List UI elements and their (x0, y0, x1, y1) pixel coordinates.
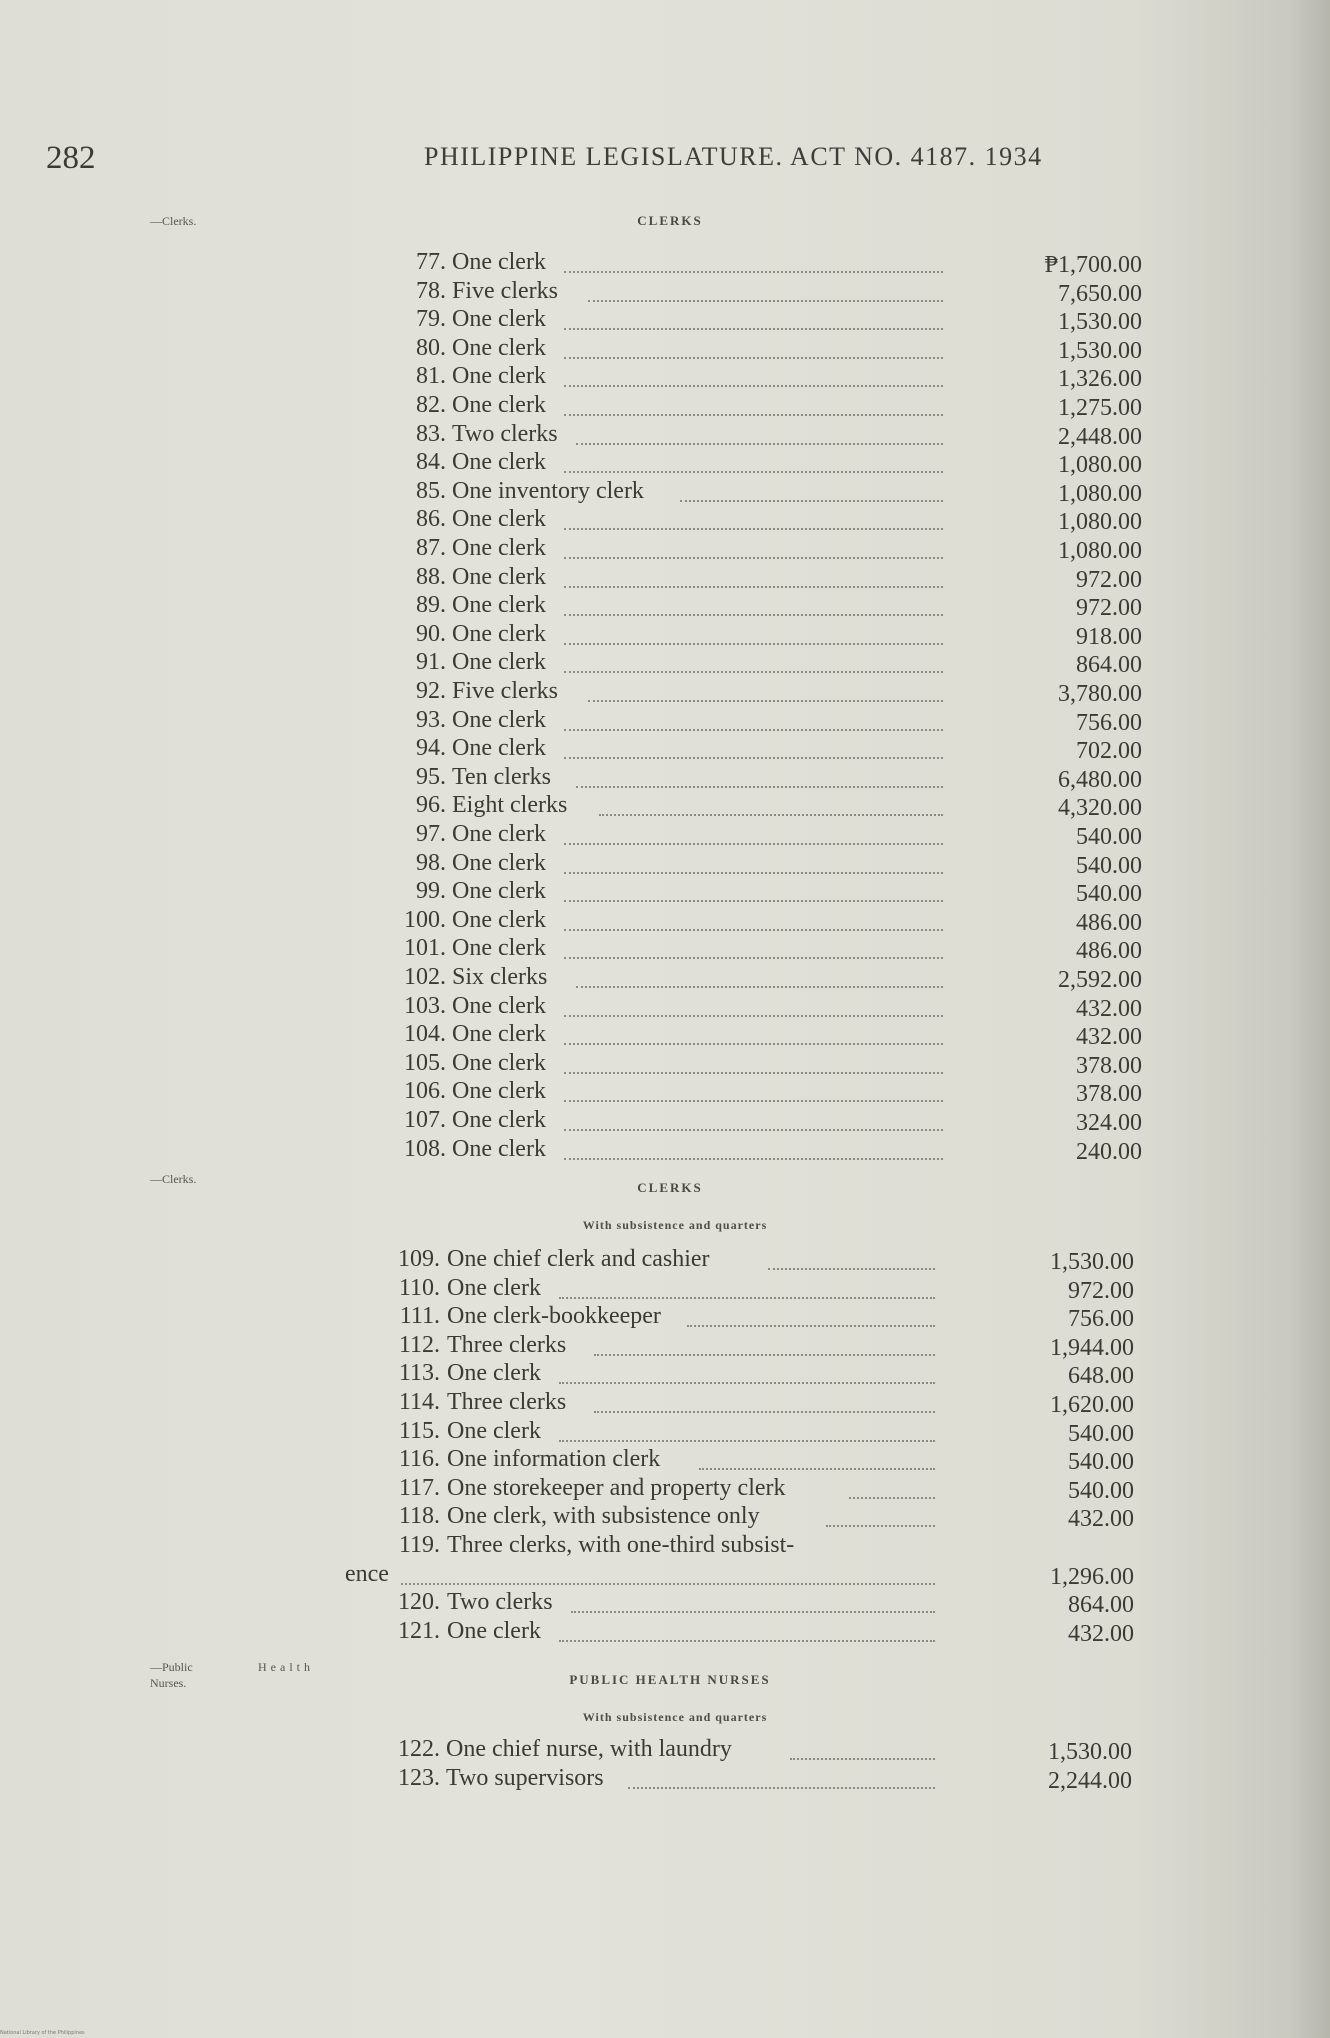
item-description: One clerk (452, 1107, 546, 1133)
item-number: 116. (398, 1446, 440, 1473)
item-description: Three clerks (447, 1331, 567, 1358)
item-number: 106. (404, 1078, 446, 1105)
item-amount: 540.00 (1076, 881, 1142, 908)
item-description: One clerk (452, 878, 546, 905)
item-description: One clerk (452, 506, 546, 533)
item-amount: 1,530.00 (1050, 1249, 1134, 1275)
dot-leader (564, 897, 943, 902)
item-description: One inventory clerk (452, 477, 644, 504)
item-description: One clerk (447, 1274, 541, 1301)
dot-leader (576, 440, 943, 445)
dot-leader (564, 754, 943, 759)
item-amount: 1,530.00 (1048, 1739, 1132, 1765)
item-amount: 432.00 (1068, 1506, 1134, 1533)
item-description: One clerk (452, 363, 546, 390)
item-description: Two clerks (452, 420, 558, 447)
item-number: 114. (398, 1389, 440, 1415)
item-amount: 1,080.00 (1058, 538, 1142, 564)
section-heading-clerks: CLERKS (637, 213, 703, 228)
item-number: 108. (404, 1135, 446, 1162)
item-description: Five clerks (452, 678, 558, 704)
dot-leader (564, 1155, 943, 1160)
item-amount: 2,244.00 (1048, 1767, 1132, 1794)
dot-leader (559, 1379, 935, 1384)
item-amount: 432.00 (1068, 1620, 1134, 1647)
item-description: One clerk (452, 1021, 546, 1048)
item-description: One clerk (452, 334, 546, 361)
dot-leader (564, 1069, 943, 1074)
dot-leader (564, 840, 943, 845)
item-amount: 6,480.00 (1058, 766, 1142, 793)
item-amount: 648.00 (1068, 1363, 1134, 1390)
item-description: Two supervisors (446, 1764, 604, 1791)
item-number: 118. (398, 1503, 440, 1530)
item-number: 92. (416, 678, 446, 704)
item-description: One clerk (452, 449, 546, 476)
dot-leader (564, 268, 943, 273)
item-number: 90. (416, 620, 446, 647)
dot-leader (564, 1012, 943, 1017)
item-description: One clerk (452, 735, 546, 762)
item-description: One clerk (452, 1078, 546, 1105)
item-amount: 1,296.00 (1050, 1563, 1134, 1590)
item-number: 89. (416, 592, 446, 619)
item-amount: 864.00 (1068, 1592, 1134, 1619)
item-description: One clerk (452, 649, 546, 676)
item-description: One clerk-bookkeeper (447, 1303, 661, 1330)
item-description: One clerk (447, 1360, 541, 1387)
item-amount: 972.00 (1076, 595, 1142, 622)
item-description: One clerk (447, 1417, 541, 1444)
item-number: 98. (416, 849, 446, 876)
dot-leader (564, 869, 943, 874)
item-amount: 486.00 (1076, 909, 1142, 936)
item-number: 86. (416, 506, 446, 533)
item-amount: 1,080.00 (1058, 480, 1142, 507)
side-note-nurses-line1: —Public (150, 1660, 193, 1674)
item-description: Two clerks (447, 1589, 553, 1616)
item-number: 84. (416, 449, 446, 476)
item-amount: 7,650.00 (1058, 280, 1142, 307)
item-amount: ₱1,700.00 (1044, 252, 1142, 278)
item-number: 80. (416, 334, 446, 361)
dot-leader (594, 1408, 935, 1413)
item-number: 115. (398, 1417, 440, 1444)
item-description: One clerk (452, 1049, 546, 1076)
item-amount: 918.00 (1076, 623, 1142, 650)
dot-leader (790, 1755, 935, 1760)
item-amount: 1,080.00 (1058, 452, 1142, 479)
dot-leader (564, 554, 943, 559)
item-description: One clerk (452, 706, 546, 733)
dot-leader (564, 726, 943, 731)
item-amount: 756.00 (1076, 709, 1142, 736)
dot-leader (588, 697, 943, 702)
item-amount: 486.00 (1076, 938, 1142, 965)
item-description: One clerk (452, 620, 546, 647)
item-number: 120. (398, 1589, 440, 1616)
dot-leader (599, 811, 943, 816)
item-description: Five clerks (452, 277, 558, 304)
item-description-continued: ence (345, 1560, 389, 1587)
item-description: One clerk (452, 592, 546, 619)
dot-leader (699, 1465, 935, 1470)
item-amount: 432.00 (1076, 1024, 1142, 1051)
item-amount: 972.00 (1076, 566, 1142, 593)
item-amount: 1,275.00 (1058, 395, 1142, 421)
item-amount: 324.00 (1076, 1110, 1142, 1136)
item-number: 94. (416, 735, 446, 762)
item-description: One clerk (452, 906, 546, 933)
section-heading-nurses: PUBLIC HEALTH NURSES (569, 1672, 771, 1687)
item-amount: 1,326.00 (1058, 366, 1142, 393)
item-amount: 972.00 (1068, 1277, 1134, 1304)
item-description: One clerk (447, 1617, 541, 1644)
item-number: 78. (416, 277, 446, 304)
item-amount: 1,620.00 (1050, 1392, 1134, 1418)
item-number: 91. (416, 649, 446, 676)
item-description: One information clerk (447, 1446, 661, 1473)
dot-leader (564, 468, 943, 473)
item-description: One clerk (452, 992, 546, 1019)
item-number: 109. (398, 1246, 440, 1272)
dot-leader (564, 954, 943, 959)
item-amount: 540.00 (1076, 824, 1142, 850)
item-amount: 432.00 (1076, 995, 1142, 1022)
item-number: 123. (398, 1764, 440, 1791)
item-number: 100. (404, 906, 446, 933)
item-amount: 378.00 (1076, 1081, 1142, 1108)
item-description: One chief nurse, with laundry (446, 1736, 732, 1762)
item-amount: 378.00 (1076, 1052, 1142, 1079)
item-description: Six clerks (452, 964, 548, 990)
item-description: One storekeeper and property clerk (447, 1474, 786, 1501)
item-description: One clerk (452, 935, 546, 962)
item-number: 110. (398, 1274, 440, 1301)
dot-leader (687, 1322, 935, 1327)
item-description: One clerk (452, 849, 546, 876)
item-amount: 2,592.00 (1058, 967, 1142, 993)
item-description: One clerk (452, 821, 546, 847)
item-description: One clerk (452, 1135, 546, 1162)
item-number: 103. (404, 992, 446, 1019)
item-number: 81. (416, 363, 446, 390)
item-description: One clerk (452, 249, 546, 275)
section-subheading-clerks-2: With subsistence and quarters (582, 1218, 768, 1232)
dot-leader (559, 1437, 935, 1442)
side-note-nurses-line2: Nurses. (150, 1676, 187, 1690)
item-description: One clerk (452, 563, 546, 590)
item-number: 93. (416, 706, 446, 733)
item-description: Ten clerks (452, 763, 551, 790)
item-amount: 1,530.00 (1058, 309, 1142, 336)
item-amount: 240.00 (1076, 1138, 1142, 1165)
item-number: 97. (416, 821, 446, 847)
item-number: 82. (416, 392, 446, 418)
dot-leader (594, 1351, 935, 1356)
item-number: 105. (404, 1049, 446, 1076)
dot-leader (564, 1126, 943, 1131)
dot-leader (849, 1494, 935, 1499)
dot-leader (564, 1040, 943, 1045)
dot-leader (564, 325, 943, 330)
dot-leader (564, 382, 943, 387)
item-amount: 1,530.00 (1058, 337, 1142, 364)
side-note-clerks-2: —Clerks. (150, 1172, 197, 1186)
item-amount: 864.00 (1076, 652, 1142, 679)
dot-leader (588, 297, 943, 302)
page-number: 282 (46, 140, 96, 176)
item-amount: 2,448.00 (1058, 423, 1142, 450)
item-description: One clerk (452, 535, 546, 561)
running-head: PHILIPPINE LEGISLATURE. ACT NO. 4187. 1934 (424, 142, 1043, 171)
dot-leader (628, 1784, 935, 1789)
item-amount: 4,320.00 (1058, 795, 1142, 822)
section-heading-clerks-2: CLERKS (637, 1180, 703, 1195)
item-number: 99. (416, 878, 446, 905)
item-number: 96. (416, 792, 446, 819)
item-description: One clerk, with subsistence only (447, 1503, 760, 1530)
item-number: 83. (416, 420, 446, 447)
footer-credit: National Library of the Philippines (0, 2030, 85, 2036)
item-number: 121. (398, 1617, 440, 1644)
item-number: 107. (404, 1107, 446, 1133)
item-number: 122. (398, 1736, 440, 1762)
dot-leader (564, 1097, 943, 1102)
item-number: 95. (416, 763, 446, 790)
item-number: 85. (416, 477, 446, 504)
dot-leader (576, 983, 943, 988)
item-number: 88. (416, 563, 446, 590)
dot-leader (576, 783, 943, 788)
item-amount: 3,780.00 (1058, 681, 1142, 707)
item-amount: 540.00 (1068, 1477, 1134, 1504)
dot-leader (564, 525, 943, 530)
item-amount: 540.00 (1068, 1420, 1134, 1447)
item-number: 111. (399, 1303, 440, 1330)
side-note-clerks: —Clerks. (150, 214, 197, 228)
item-amount: 702.00 (1076, 738, 1142, 765)
dot-leader (564, 611, 943, 616)
item-number: 113. (398, 1360, 440, 1387)
item-number: 87. (416, 535, 446, 561)
item-number: 119. (398, 1532, 440, 1558)
item-amount: 1,080.00 (1058, 509, 1142, 536)
item-amount: 540.00 (1068, 1449, 1134, 1476)
dot-leader (401, 1580, 935, 1585)
item-description: One clerk (452, 392, 546, 418)
side-note-nurses-word2: Health (258, 1660, 314, 1674)
dot-leader (680, 497, 943, 502)
dot-leader (564, 640, 943, 645)
dot-leader (564, 583, 943, 588)
item-amount: 540.00 (1076, 852, 1142, 879)
item-amount: 1,944.00 (1050, 1334, 1134, 1361)
dot-leader (564, 926, 943, 931)
dot-leader (559, 1637, 935, 1642)
item-number: 104. (404, 1021, 446, 1048)
dot-leader (564, 411, 943, 416)
item-number: 77. (416, 249, 446, 275)
item-description: Three clerks, with one-third subsist- (447, 1532, 795, 1558)
dot-leader (564, 668, 943, 673)
item-number: 101. (404, 935, 446, 962)
dot-leader (768, 1265, 935, 1270)
item-description: One chief clerk and cashier (447, 1246, 710, 1272)
item-number: 117. (398, 1474, 440, 1501)
item-description: One clerk (452, 306, 546, 333)
dot-leader (564, 354, 943, 359)
item-number: 112. (398, 1331, 440, 1358)
dot-leader (826, 1522, 935, 1527)
item-number: 102. (404, 964, 446, 990)
dot-leader (571, 1608, 935, 1613)
section-subheading-nurses: With subsistence and quarters (582, 1710, 768, 1724)
item-number: 79. (416, 306, 446, 333)
item-amount: 756.00 (1068, 1306, 1134, 1333)
item-description: Three clerks (447, 1389, 567, 1415)
dot-leader (559, 1294, 935, 1299)
item-description: Eight clerks (452, 792, 568, 819)
